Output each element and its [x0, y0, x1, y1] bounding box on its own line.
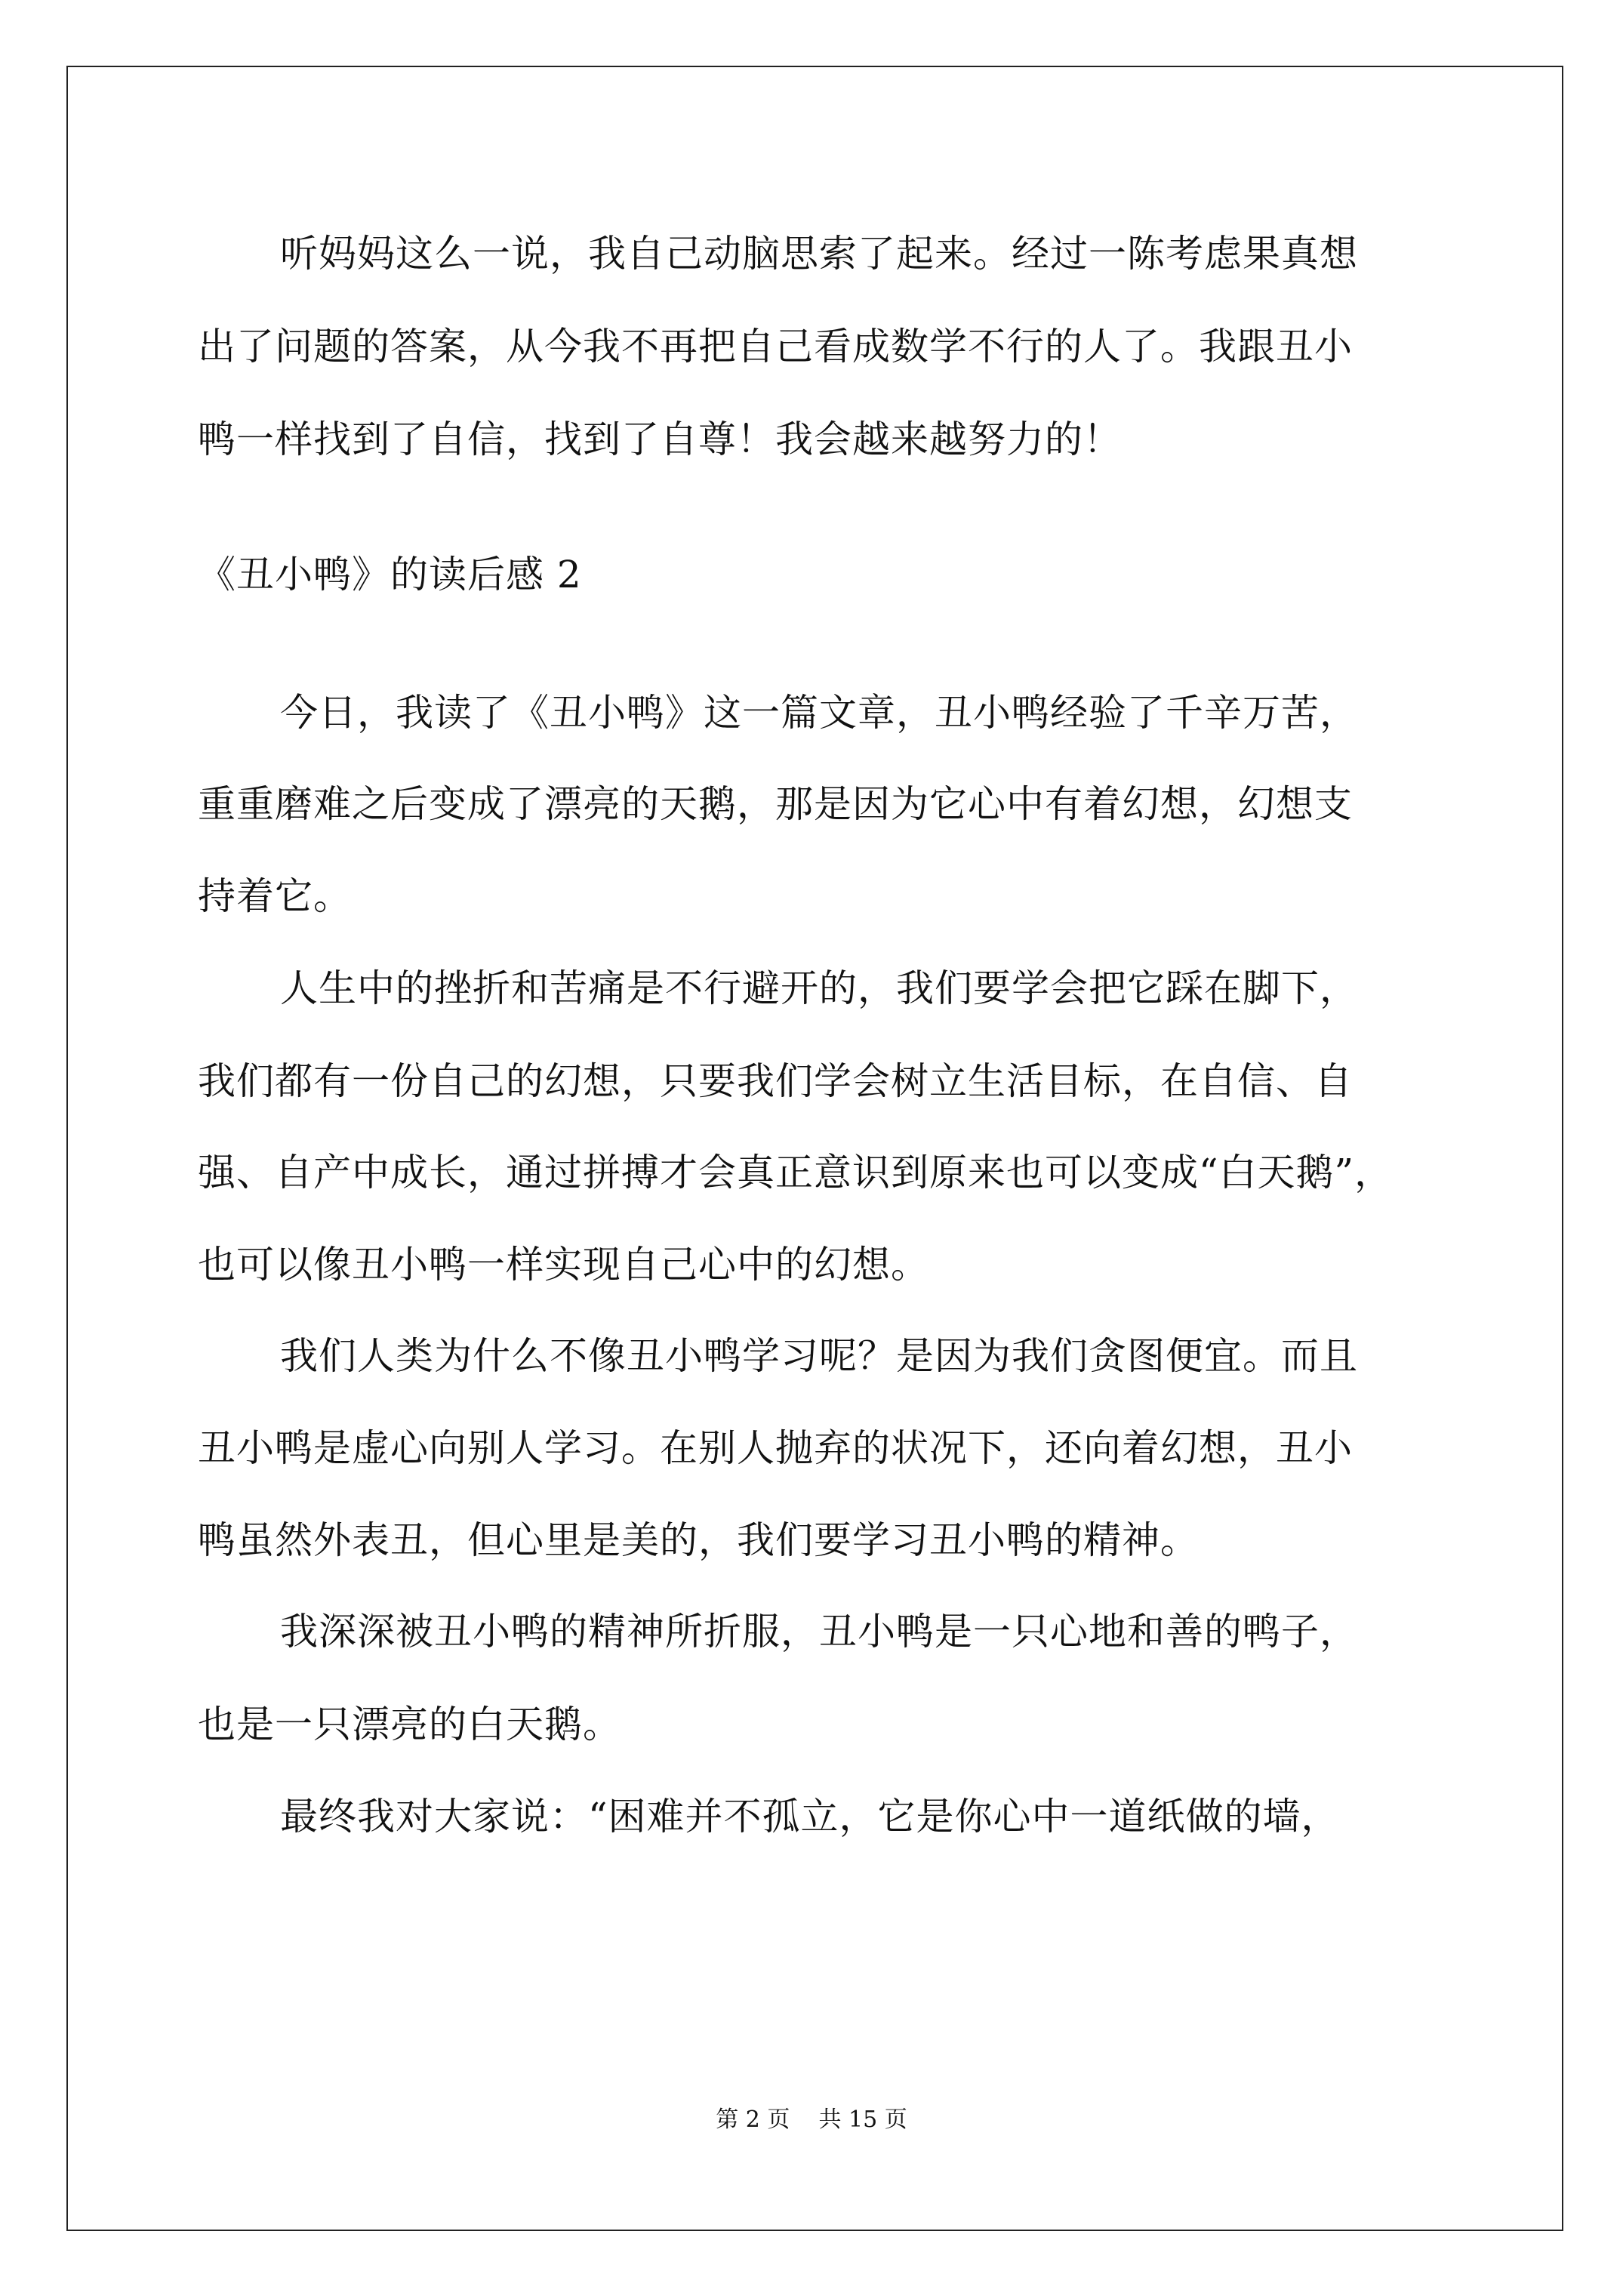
page-number-footer: 第 2 页 共 15 页	[716, 2106, 907, 2133]
paragraph-line: 也可以像丑小鸭一样实现自己心中的幻想。	[198, 1243, 929, 1287]
paragraph-line: 最终我对大家说：“困难并不孤立，它是你心中一道纸做的墙，	[280, 1795, 1340, 1838]
paragraph-line: 持着它。	[198, 874, 352, 918]
paragraph-line: 鸭虽然外表丑，但心里是美的，我们要学习丑小鸭的精神。	[198, 1518, 1199, 1562]
paragraph-line: 鸭一样找到了自信，找到了自尊！我会越来越努力的！	[198, 418, 1122, 461]
paragraph-line: 重重磨难之后变成了漂亮的天鹅，那是因为它心中有着幻想，幻想支	[198, 782, 1353, 826]
paragraph-line: 我们人类为什么不像丑小鸭学习呢？是因为我们贪图便宜。而且	[280, 1334, 1358, 1378]
paragraph-line: 今日，我读了《丑小鸭》这一篇文章，丑小鸭经验了千辛万苦，	[280, 691, 1358, 735]
paragraph-line: 我深深被丑小鸭的精神所折服，丑小鸭是一只心地和善的鸭子，	[280, 1610, 1358, 1653]
paragraph-line: 出了问题的答案，从今我不再把自己看成数学不行的人了。我跟丑小	[198, 325, 1353, 368]
paragraph-line: 我们都有一份自己的幻想，只要我们学会树立生活目标，在自信、自	[198, 1059, 1353, 1103]
page-border	[66, 66, 1563, 2231]
paragraph-line: 也是一只漂亮的白天鹅。	[198, 1703, 621, 1746]
paragraph-line: 丑小鸭是虚心向别人学习。在别人抛弃的状况下，还向着幻想，丑小	[198, 1426, 1353, 1470]
paragraph-line: 人生中的挫折和苦痛是不行避开的，我们要学会把它踩在脚下，	[280, 966, 1358, 1010]
section-heading: 《丑小鸭》的读后感 2	[198, 553, 582, 596]
paragraph-line: 听妈妈这么一说，我自己动脑思索了起来。经过一陈考虑果真想	[280, 232, 1358, 276]
paragraph-line: 强、自产中成长，通过拼搏才会真正意识到原来也可以变成“白天鹅”，	[198, 1151, 1394, 1194]
